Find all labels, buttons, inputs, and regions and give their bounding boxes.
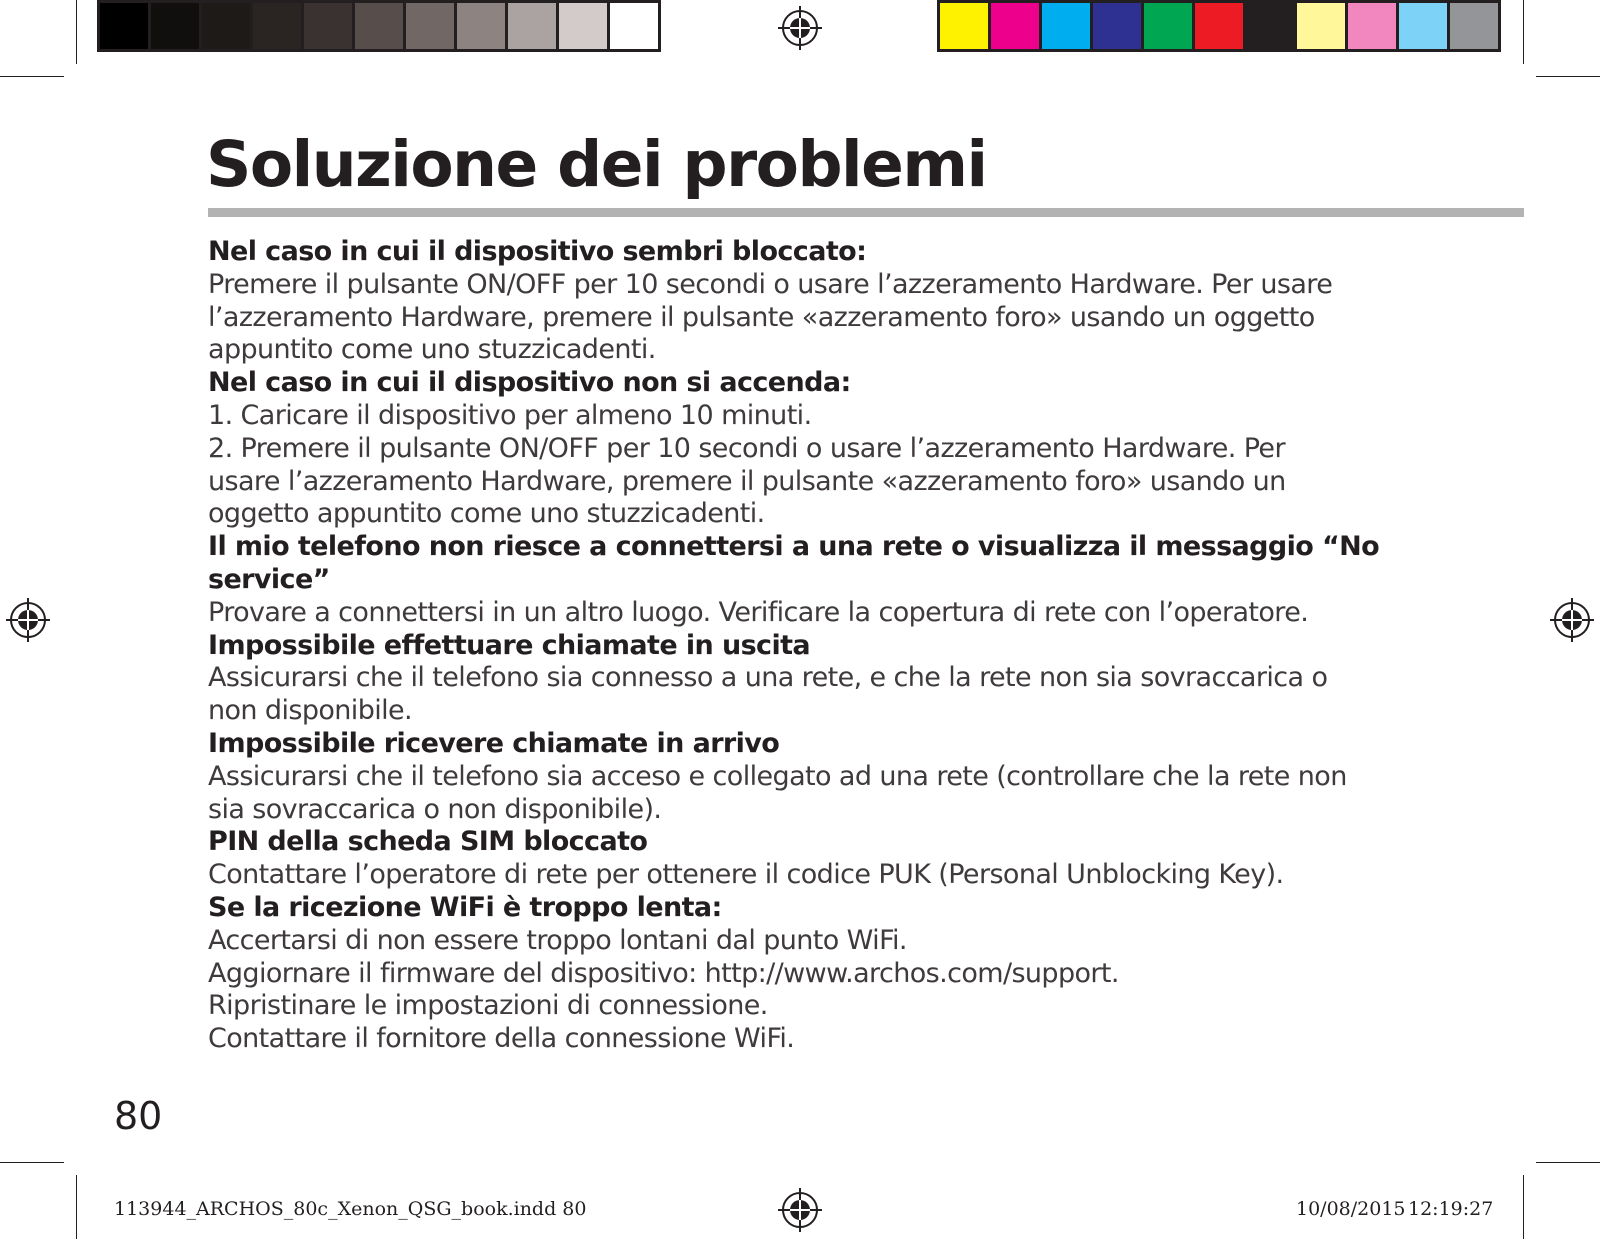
- section-heading: service”: [208, 563, 330, 595]
- process-swatch: [1195, 3, 1243, 49]
- process-swatch: [991, 3, 1039, 49]
- section-text-line: Contattare il fornitore della connessione WiFi.: [208, 1023, 795, 1055]
- section-heading: Nel caso in cui il dispositivo non si accenda:: [208, 367, 851, 399]
- grayscale-swatch: [406, 3, 454, 49]
- section-text-line: non disponibile.: [208, 695, 413, 727]
- troubleshooting-section: [208, 630, 1448, 728]
- section-text-line: sia sovraccarica o non disponibile).: [208, 793, 662, 825]
- grayscale-swatch: [457, 3, 505, 49]
- section-heading: Impossibile effettuare chiamate in uscita: [208, 629, 811, 661]
- grayscale-color-bar: [97, 0, 661, 52]
- crop-mark: [1536, 76, 1600, 77]
- troubleshooting-content: [208, 236, 1448, 1056]
- section-heading: Impossibile ricevere chiamate in arrivo: [208, 727, 780, 759]
- grayscale-swatch: [508, 3, 556, 49]
- crop-mark: [0, 76, 64, 77]
- title-rule: [208, 208, 1524, 217]
- process-color-bar: [937, 0, 1501, 52]
- crop-mark: [76, 0, 77, 64]
- troubleshooting-section: [208, 728, 1448, 826]
- slug-file: 113944_ARCHOS_80c_Xenon_QSG_book.indd 80: [114, 1198, 587, 1220]
- process-swatch: [940, 3, 988, 49]
- section-text-line: Provare a connettersi in un altro luogo. Verificare la copertura di rete con l’operatore.: [208, 596, 1309, 628]
- grayscale-swatch: [559, 3, 607, 49]
- section-text-line: 2. Premere il pulsante ON/OFF per 10 secondi o usare l’azzeramento Hardware. Per: [208, 432, 1285, 464]
- section-text-line: Ripristinare le impostazioni di connessione.: [208, 990, 768, 1022]
- crop-mark: [1523, 0, 1524, 64]
- grayscale-swatch: [253, 3, 301, 49]
- process-swatch: [1144, 3, 1192, 49]
- troubleshooting-section: [208, 236, 1448, 367]
- process-swatch: [1042, 3, 1090, 49]
- troubleshooting-section: [208, 531, 1448, 629]
- process-swatch: [1246, 3, 1294, 49]
- registration-mark-icon: [1550, 598, 1594, 642]
- section-text-line: Aggiornare il firmware del dispositivo: http://www.archos.com/support.: [208, 957, 1119, 989]
- troubleshooting-section: [208, 892, 1448, 1056]
- crop-mark: [0, 1162, 64, 1163]
- page-number: 80: [114, 1094, 163, 1138]
- section-text-line: Premere il pulsante ON/OFF per 10 secondi o usare l’azzeramento Hardware. Per usare: [208, 268, 1333, 300]
- registration-mark-icon: [6, 598, 50, 642]
- section-heading: Nel caso in cui il dispositivo sembri bloccato:: [208, 236, 867, 267]
- section-text-line: Accertarsi di non essere troppo lontani dal punto WiFi.: [208, 924, 907, 956]
- section-text-line: Contattare l’operatore di rete per ottenere il codice PUK (Personal Unblocking Key).: [208, 859, 1284, 891]
- crop-mark: [1523, 1175, 1524, 1239]
- process-swatch: [1450, 3, 1498, 49]
- troubleshooting-section: [208, 367, 1448, 531]
- page-title: Soluzione dei problemi: [206, 128, 987, 201]
- section-text-line: appuntito come uno stuzzicadenti.: [208, 334, 656, 366]
- process-swatch: [1399, 3, 1447, 49]
- grayscale-swatch: [151, 3, 199, 49]
- section-text-line: Assicurarsi che il telefono sia acceso e collegato ad una rete (controllare che la rete non: [208, 760, 1347, 792]
- grayscale-swatch: [304, 3, 352, 49]
- grayscale-swatch: [610, 3, 658, 49]
- section-heading: PIN della scheda SIM bloccato: [208, 826, 648, 858]
- section-text-line: 1. Caricare il dispositivo per almeno 10 minuti.: [208, 399, 812, 431]
- section-text-line: Assicurarsi che il telefono sia connesso a una rete, e che la rete non sia sovraccarica o: [208, 662, 1328, 694]
- section-heading: Il mio telefono non riesce a connettersi a una rete o visualizza il messaggio “No: [208, 531, 1380, 563]
- registration-mark-icon: [778, 1188, 822, 1232]
- process-swatch: [1093, 3, 1141, 49]
- crop-mark: [76, 1175, 77, 1239]
- slug-date: 10/08/2015: [1296, 1198, 1406, 1220]
- registration-mark-icon: [778, 6, 822, 50]
- crop-mark: [1536, 1162, 1600, 1163]
- process-swatch: [1348, 3, 1396, 49]
- section-text-line: l’azzeramento Hardware, premere il pulsante «azzeramento foro» usando un oggetto: [208, 301, 1315, 333]
- slug-time: 12:19:27: [1408, 1198, 1494, 1220]
- process-swatch: [1297, 3, 1345, 49]
- grayscale-swatch: [355, 3, 403, 49]
- troubleshooting-section: [208, 826, 1448, 892]
- grayscale-swatch: [202, 3, 250, 49]
- grayscale-swatch: [100, 3, 148, 49]
- section-text-line: usare l’azzeramento Hardware, premere il pulsante «azzeramento foro» usando un: [208, 465, 1286, 497]
- section-heading: Se la ricezione WiFi è troppo lenta:: [208, 891, 722, 923]
- section-text-line: oggetto appuntito come uno stuzzicadenti.: [208, 498, 765, 530]
